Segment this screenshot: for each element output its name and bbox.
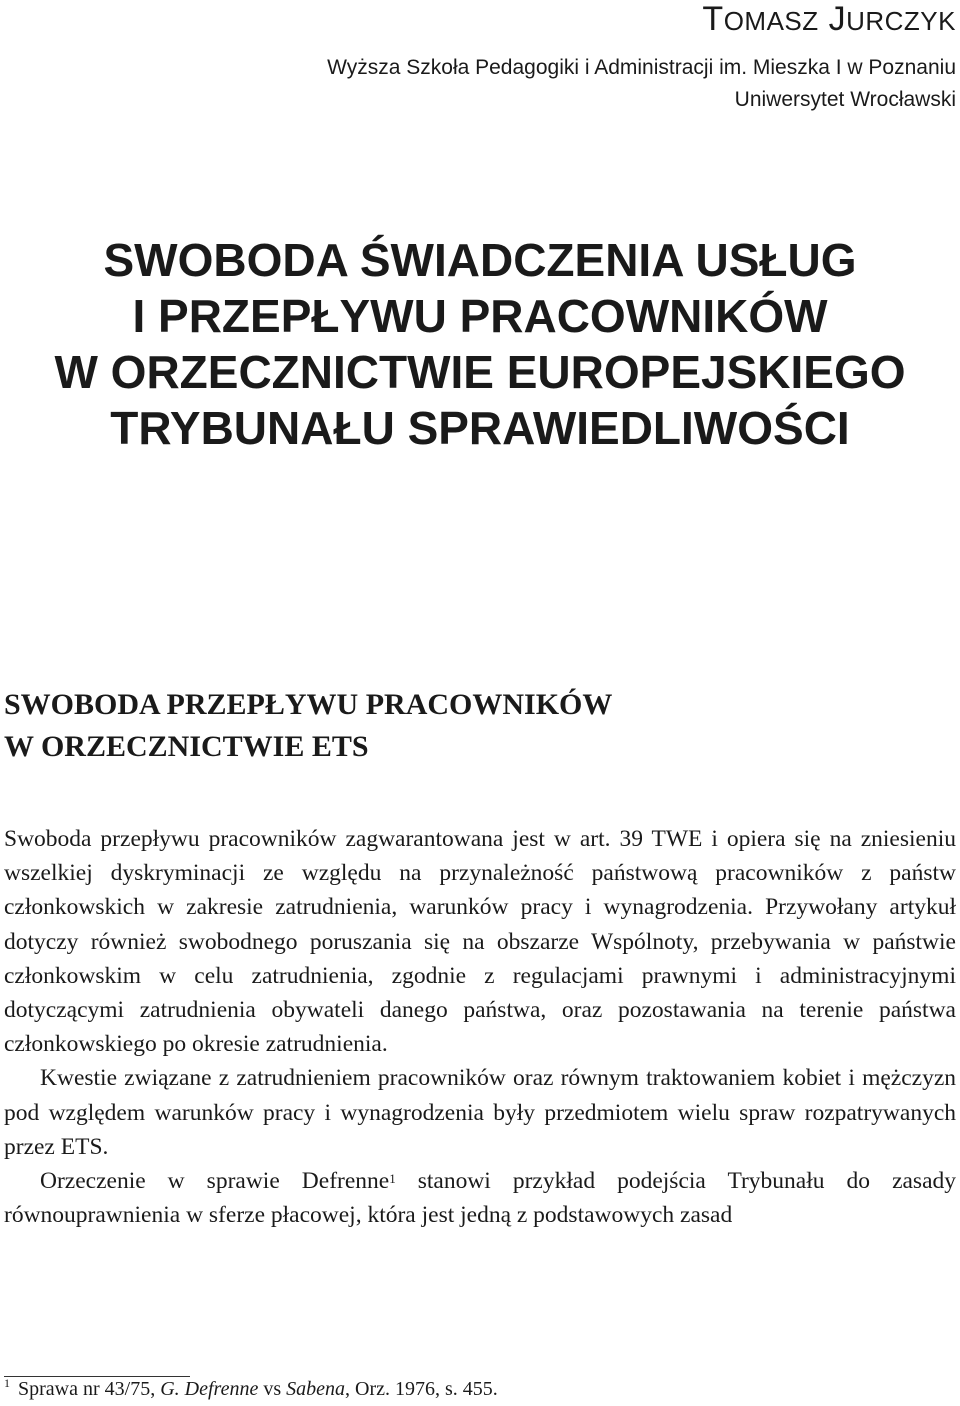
section-heading — [4, 684, 612, 768]
footnote-case-name-2: Sabena — [286, 1378, 346, 1400]
author-first-initial: T — [702, 0, 724, 38]
affiliation-2: Uniwersytet Wrocławski — [734, 88, 956, 111]
author-last-rest: URCZYK — [846, 6, 956, 36]
footnote-divider — [4, 1376, 190, 1377]
section-heading-line-1: SWOBODA PRZEPŁYWU PRACOWNIKÓW — [4, 688, 613, 721]
article-title — [0, 232, 960, 456]
title-line-1: SWOBODA ŚWIADCZENIA USŁUG — [103, 234, 857, 286]
author-last-initial: J — [828, 0, 847, 38]
author-name — [702, 0, 956, 39]
body-text — [4, 822, 956, 1232]
footnote-vs: vs — [258, 1378, 287, 1400]
footnote-case-name-1: G. Defrenne — [160, 1378, 259, 1400]
paragraph-3-end: stanowi przykład podejścia Trybunału do zasady równouprawnienia w sferze płacowej, która jest jedną z podstawowych zasad — [4, 1168, 956, 1229]
footnote-number: 1 — [4, 1376, 10, 1390]
paragraph-1: Swoboda przepływu pracowników zagwarantowana jest w art. 39 TWE i opiera się na zniesieniu wszelkiej dyskryminacji ze względu na przynależność państwową pracowników z państw członkowskich w zakresie zatrudnienia, warunków pracy i wynagrodzenia. Przywołany artykuł dotyczy również swobodnego poruszania się na obszarze Wspólnoty, przebywania w państwie członkowskim w celu zatrudnienia, zgodnie z regulacjami prawnymi i administracyjnymi dotyczącymi zatrudnienia obywateli danego państwa, oraz pozostawania na terenie państwa członkowskiego po okresie zatrudnienia. — [4, 826, 956, 1058]
footnote-text-end: , Orz. 1976, s. 455. — [345, 1378, 498, 1400]
paragraph-3 — [4, 1164, 956, 1232]
footnote-ref[interactable]: 1 — [389, 1171, 396, 1187]
footnote-text-start: Sprawa nr 43/75, — [18, 1378, 161, 1400]
author-first-rest: OMASZ — [723, 6, 819, 36]
title-line-2: I PRZEPŁYWU PRACOWNIKÓW — [132, 290, 828, 342]
section-heading-line-2: W ORZECZNICTWIE ETS — [4, 730, 369, 763]
footnote — [4, 1378, 498, 1401]
title-line-4: TRYBUNAŁU SPRAWIEDLIWOŚCI — [110, 402, 850, 454]
paragraph-3-start: Orzeczenie w sprawie Defrenne — [40, 1168, 390, 1195]
affiliation-1: Wyższa Szkoła Pedagogiki i Administracji im. Mieszka I w Poznaniu — [327, 56, 956, 79]
title-line-3: W ORZECZNICTWIE EUROPEJSKIEGO — [54, 346, 906, 398]
paragraph-2: Kwestie związane z zatrudnieniem pracowników oraz równym traktowaniem kobiet i mężczyzn pod względem warunków pracy i wynagrodzenia były przedmiotem wielu spraw rozpatrywanych przez ETS. — [4, 1065, 956, 1160]
